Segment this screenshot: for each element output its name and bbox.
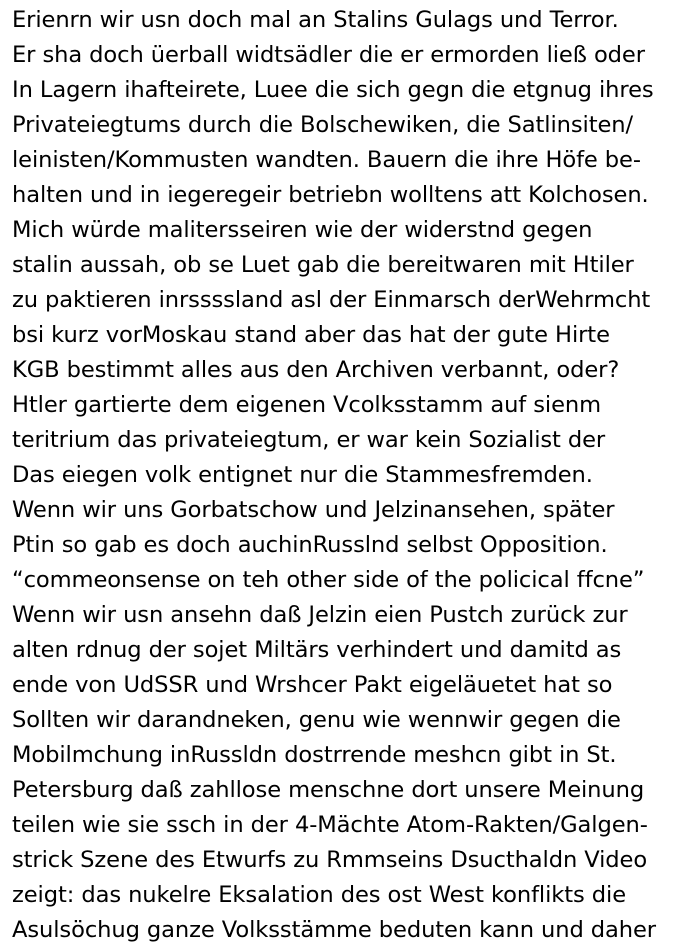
text-line: Mich würde malitersseiren wie der widerstnd gegen [12,217,593,243]
text-line: teilen wie sie ssch in der 4-Mächte Atom-Rakten/Galgen- [12,812,648,838]
text-line: zeigt: das nukelre Eksalation des ost West konflikts die [12,882,627,908]
text-line: zu paktieren inrssssland asl der Einmarsch derWehrmcht [12,287,651,313]
text-line: Erienrn wir usn doch mal an Stalins Gulags und Terror. [12,7,619,33]
text-line: Wenn wir uns Gorbatschow und Jelzinansehen, später [12,497,615,523]
text-line: leinisten/Kommusten wandten. Bauern die ihre Höfe be- [12,147,641,173]
text-line: Privateiegtums durch die Bolschewiken, die Satlinsiten/ [12,112,634,138]
text-line: Wenn wir usn ansehn daß Jelzin eien Pustch zurück zur [12,602,628,628]
text-line: ende von UdSSR und Wrshcer Pakt eigeläuetet hat so [12,672,613,698]
text-line: KGB bestimmt alles aus den Archiven verbannt, oder? [12,357,620,383]
text-line: Htler gartierte dem eigenen Vcolksstamm auf sienm [12,392,602,418]
text-line: “commeonsense on teh other side of the policical ffcne” [12,567,645,593]
document-text [12,3,680,948]
text-line: teritrium das privateiegtum, er war kein Sozialist der [12,427,606,453]
text-line: Asulsöchug ganze Volksstämme beduten kann und daher [12,917,656,943]
text-line: Er sha doch üerball widtsädler die er ermorden ließ oder [12,42,645,68]
text-line: Mobilmchung inRussldn dostrrende meshcn gibt in St. [12,742,617,768]
text-line: Ptin so gab es doch auchinRusslnd selbst Opposition. [12,532,608,558]
text-line: In Lagern ihafteirete, Luee die sich gegn die etgnug ihres [12,77,654,103]
text-line: Petersburg daß zahllose menschne dort unsere Meinung [12,777,645,803]
text-line: alten rdnug der sojet Miltärs verhindert und damitd as [12,637,622,663]
text-line: halten und in iegeregeir betriebn wolltens att Kolchosen. [12,182,649,208]
text-line: stalin aussah, ob se Luet gab die bereitwaren mit Htiler [12,252,634,278]
text-line: Sollten wir darandneken, genu wie wennwir gegen die [12,707,621,733]
text-line: strick Szene des Etwurfs zu Rmmseins Dsucthaldn Video [12,847,648,873]
text-line: Das eiegen volk entignet nur die Stammesfremden. [12,462,593,488]
text-line: bsi kurz vorMoskau stand aber das hat der gute Hirte [12,322,610,348]
